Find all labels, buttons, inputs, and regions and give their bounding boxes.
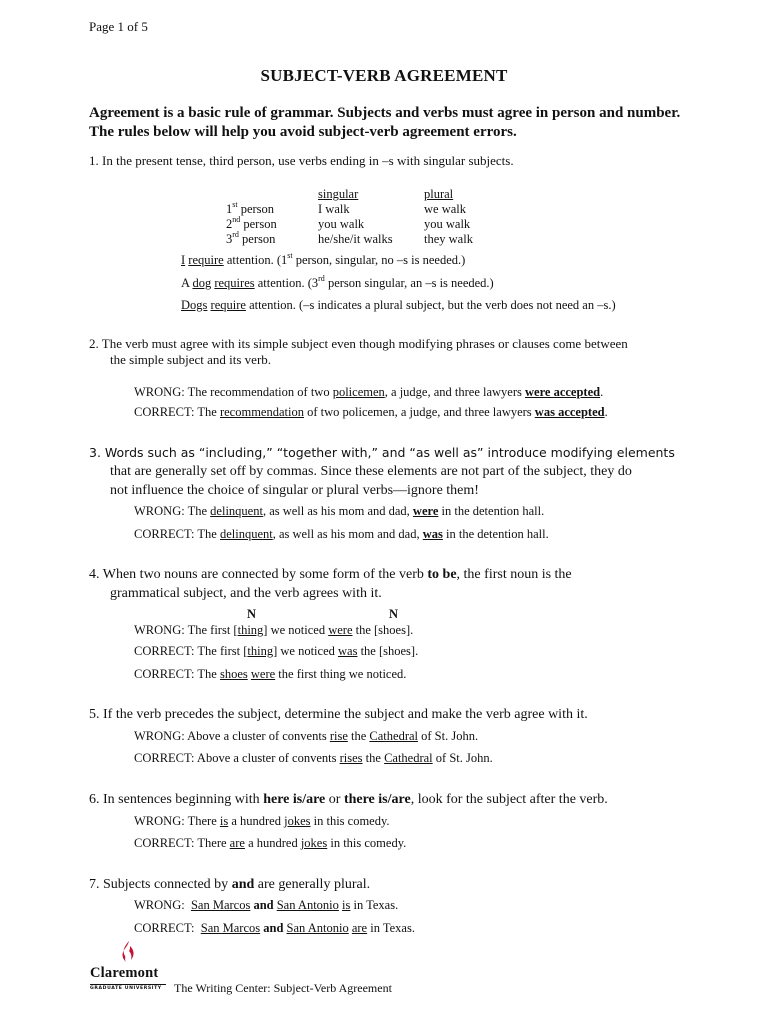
page-title: SUBJECT-VERB AGREEMENT	[260, 66, 508, 85]
rule-6-line: 6. In sentences beginning with here is/are or there is/are, look for the subject after the verb.	[89, 792, 608, 807]
rule-4-line: 4. When two nouns are connected by some form of the verb to be, the first noun is the	[89, 567, 572, 582]
rule-1-text: 1. In the present tense, third person, use verbs ending in –s with singular subjects.	[89, 153, 514, 168]
wrong-example: WRONG: The delinquent, as well as his mom and dad, were in the detention hall.	[134, 504, 545, 518]
table-cell-singular: I walk	[318, 202, 350, 216]
page-number: Page 1 of 5	[89, 19, 148, 34]
rule-3-line: 3. Words such as “including,” “together with,” and “as well as” introduce modifying elements	[89, 445, 675, 460]
example-sentence: A dog requires attention. (3rd person singular, an –s is needed.)	[181, 274, 494, 290]
wrong-example: WRONG: There is a hundred jokes in this comedy.	[134, 814, 390, 828]
example-sentence: I require attention. (1st person, singular, no –s is needed.)	[181, 251, 466, 267]
wrong-example: WRONG: Above a cluster of convents rise the Cathedral of St. John.	[134, 729, 479, 743]
table-row: 1st person	[226, 200, 275, 216]
rule-5-line: 5. If the verb precedes the subject, determine the subject and make the verb agree with it.	[89, 707, 588, 722]
logo-wordmark: Claremont	[90, 965, 159, 981]
flame-icon	[121, 941, 137, 963]
rule-3-line: not influence the choice of singular or plural verbs—ignore them!	[110, 483, 479, 498]
rule-2-line: 2. The verb must agree with its simple subject even though modifying phrases or clauses come between	[89, 336, 628, 351]
correct-example: CORRECT: The shoes were the first thing we noticed.	[134, 667, 407, 681]
wrong-example: WRONG: The first [thing] we noticed were the [shoes].	[134, 623, 414, 637]
wrong-example: WRONG: The recommendation of two policemen, a judge, and three lawyers were accepted.	[134, 385, 604, 399]
table-head-plural: plural	[424, 187, 454, 201]
correct-example: CORRECT: The delinquent, as well as his mom and dad, was in the detention hall.	[134, 527, 549, 541]
noun-marker: N	[389, 607, 399, 621]
table-head-singular: singular	[318, 187, 359, 201]
table-cell-plural: we walk	[424, 202, 466, 216]
rule-3-line: that are generally set off by commas. Since these elements are not part of the subject, they do	[110, 464, 632, 479]
table-cell-singular: you walk	[318, 217, 365, 231]
example-sentence: Dogs require attention. (–s indicates a plural subject, but the verb does not need an –s.)	[181, 298, 616, 312]
table-row: 3rd person	[226, 230, 276, 246]
rule-7-line: 7. Subjects connected by and are generally plural.	[89, 877, 371, 892]
correct-example: CORRECT: Above a cluster of convents rises the Cathedral of St. John.	[134, 751, 493, 765]
table-cell-plural: they walk	[424, 232, 473, 246]
logo-divider	[90, 984, 166, 985]
correct-example: CORRECT: The recommendation of two policemen, a judge, and three lawyers was accepted.	[134, 405, 608, 419]
table-row: 2nd person	[226, 215, 277, 231]
table-cell-singular: he/she/it walks	[318, 232, 393, 246]
rule-2-line: the simple subject and its verb.	[110, 352, 272, 367]
noun-marker: N	[247, 607, 257, 621]
correct-example: CORRECT: The first [thing] we noticed was the [shoes].	[134, 644, 419, 658]
correct-example: CORRECT: There are a hundred jokes in this comedy.	[134, 836, 407, 850]
logo-subtext: GRADUATE UNIVERSITY	[90, 986, 162, 991]
table-cell-plural: you walk	[424, 217, 471, 231]
footer-text: The Writing Center: Subject-Verb Agreement	[174, 981, 392, 995]
wrong-example: WRONG: San Marcos and San Antonio is in Texas.	[134, 898, 399, 912]
correct-example: CORRECT: San Marcos and San Antonio are in Texas.	[134, 921, 415, 935]
intro-paragraph: Agreement is a basic rule of grammar. Subjects and verbs must agree in person and number. The rules below will help you avoid subject-verb agreement errors.	[89, 105, 681, 140]
rule-4-line: grammatical subject, and the verb agrees with it.	[110, 586, 382, 601]
